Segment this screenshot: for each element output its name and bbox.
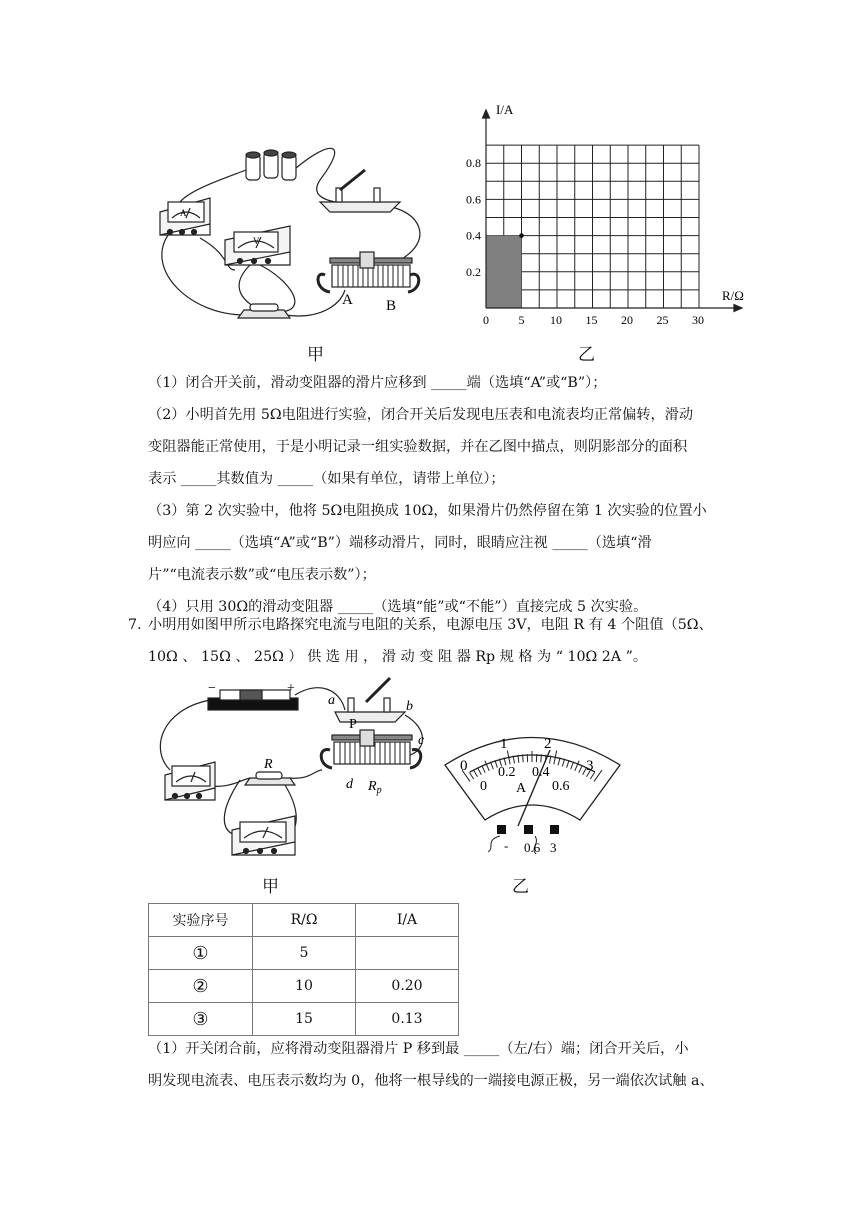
y-tick-label: 0.6 [466, 192, 481, 207]
ammeter-dial [440, 720, 625, 860]
q7-stem-line-2: 10Ω 、 15Ω 、 25Ω ） 供 选 用 ， 滑 动 变 阻 器 Rp 规 格 为 “ 10Ω 2A ”。 [148, 649, 648, 665]
experiment-table [148, 903, 459, 1036]
resistor-label: R [264, 757, 273, 772]
resistor-icon [238, 304, 290, 318]
x-tick-label: 10 [550, 313, 562, 327]
table-cell: 0.13 [356, 1003, 459, 1036]
data-point [519, 233, 524, 238]
lower-scale-02: 0.2 [498, 765, 516, 780]
table-cell: 5 [253, 937, 356, 970]
y-tick-label: 0.4 [466, 228, 481, 243]
ammeter-letter: A [180, 208, 187, 218]
node-b: b [406, 699, 413, 714]
table-cell: ③ [149, 1003, 253, 1036]
battery-plus: + [287, 681, 295, 696]
figure2-caption-left: 甲 [262, 877, 279, 897]
q6-item-3-line-1: （3）第 2 次实验中，他将 5Ω电阻换成 10Ω，如果滑片仍然停留在第 1 次实验的位置小 [148, 503, 707, 519]
voltmeter-letter: V [253, 236, 260, 246]
upper-scale-1: 1 [500, 736, 508, 752]
circuit-diagram-1 [150, 140, 440, 330]
q6-item-2-line-3: 表示 _____其数值为 _____（如果有单位，请带上单位）； [148, 471, 505, 487]
q6-item-1: （1）闭合开关前，滑动变阻器的滑片应移到 _____端（选填“A”或“B”）； [148, 375, 607, 391]
lower-scale-06: 0.6 [552, 779, 570, 794]
table-header: R/Ω [253, 904, 356, 937]
x-tick-label: 15 [585, 313, 598, 327]
rheostat-label-a: A [342, 292, 353, 308]
battery-pack-icon [208, 690, 298, 710]
y-axis-label: I/A [496, 102, 514, 117]
table-cell: 10 [253, 970, 356, 1003]
question-7-items [148, 1033, 748, 1097]
q6-item-4: （4）只用 30Ω的滑动变阻器 _____（选填“能”或“不能”）直接完成 5 次实验。 [148, 599, 648, 615]
node-c: c [418, 733, 425, 748]
shaded-area [486, 236, 522, 308]
table-row [149, 1003, 459, 1036]
x-axis-label: R/Ω [722, 288, 744, 303]
y-tick-label: 0.8 [466, 156, 481, 171]
rheostat-icon [318, 252, 419, 292]
question-7-stem [148, 609, 748, 673]
x-tick-label: 20 [621, 313, 633, 327]
node-a: a [328, 693, 335, 708]
q6-item-2-line-1: （2）小明首先用 5Ω电阻进行实验，闭合开关后发现电压表和电流表均正常偏转，滑动 [148, 407, 694, 423]
q7-item-1-line-2: 明发现电流表、电压表示数均为 0，他将一根导线的一端接电源正极，另一端依次试触 a、 [148, 1073, 714, 1089]
q7-item-1-line-1: （1）开关闭合前，应将滑动变阻器滑片 P 移到最 _____（左/右）端；闭合开关后，小 [148, 1041, 689, 1057]
table-header-row [149, 904, 459, 937]
voltmeter-icon [232, 816, 295, 855]
lower-scale-0: 0 [480, 779, 487, 794]
rheostat-icon [321, 730, 421, 768]
battery-minus: − [208, 681, 216, 696]
lower-scale-04: 0.4 [532, 765, 550, 780]
x-tick-label: 25 [656, 313, 669, 327]
q6-item-3-line-2: 明应向 _____（选填“A”或“B”）端移动滑片，同时，眼睛应注视 _____（选填“滑 [148, 535, 652, 551]
terminal-06: 0.6 [524, 840, 541, 855]
table-cell [356, 937, 459, 970]
terminal-3: 3 [550, 840, 557, 855]
upper-scale-2: 2 [544, 736, 552, 752]
q6-item-2-line-2: 变阻器能正常使用，于是小明记录一组实验数据，并在乙图中描点，则阴影部分的面积 [148, 439, 688, 455]
y-axis-arrow [483, 110, 490, 118]
table-header: I/A [356, 904, 459, 937]
table-row [149, 970, 459, 1003]
q7-number: 7. [128, 617, 142, 633]
x-tick-label: 5 [518, 313, 525, 327]
upper-scale-3: 3 [586, 758, 594, 774]
x-axis-arrow [734, 305, 742, 312]
i-r-graph [460, 100, 760, 330]
figure1-caption-left: 甲 [307, 345, 324, 365]
table-cell: 0.20 [356, 970, 459, 1003]
ammeter-icon [165, 762, 215, 800]
table-cell: ② [149, 970, 253, 1003]
node-d: d [346, 777, 353, 792]
table-row [149, 937, 459, 970]
upper-scale-0: 0 [460, 758, 468, 774]
y-tick-label: 0.2 [466, 264, 481, 279]
dial-terminals [497, 825, 559, 834]
rheostat-label-b: B [386, 298, 397, 314]
terminal-minus: - [504, 838, 509, 853]
circuit-diagram-2 [150, 670, 440, 875]
q7-stem-line-1: 小明用如图甲所示电路探究电流与电阻的关系，电源电压 3V，电阻 R 有 4 个阻值（5Ω、 [148, 617, 713, 633]
switch-icon [320, 170, 400, 212]
table-cell: 15 [253, 1003, 356, 1036]
x-tick-label: 30 [692, 313, 704, 327]
table-cell: ① [149, 937, 253, 970]
dial-unit: A [516, 781, 527, 796]
battery-icon [246, 150, 296, 180]
q6-item-3-line-3: 片”“电流表示数”或“电压表示数”）； [148, 567, 376, 583]
figure1-caption-right: 乙 [578, 345, 595, 365]
x-tick-label: 0 [483, 313, 489, 327]
dial-tick [541, 754, 542, 762]
table-header: 实验序号 [149, 904, 253, 937]
rheostat-label: $R_p$ [368, 779, 382, 796]
question-6-items [148, 367, 738, 623]
switch-icon [335, 678, 405, 722]
dial-tick [523, 754, 524, 762]
figure2-caption-right: 乙 [512, 877, 529, 897]
slider-label-p: P [349, 717, 357, 732]
resistor-icon [245, 772, 295, 785]
